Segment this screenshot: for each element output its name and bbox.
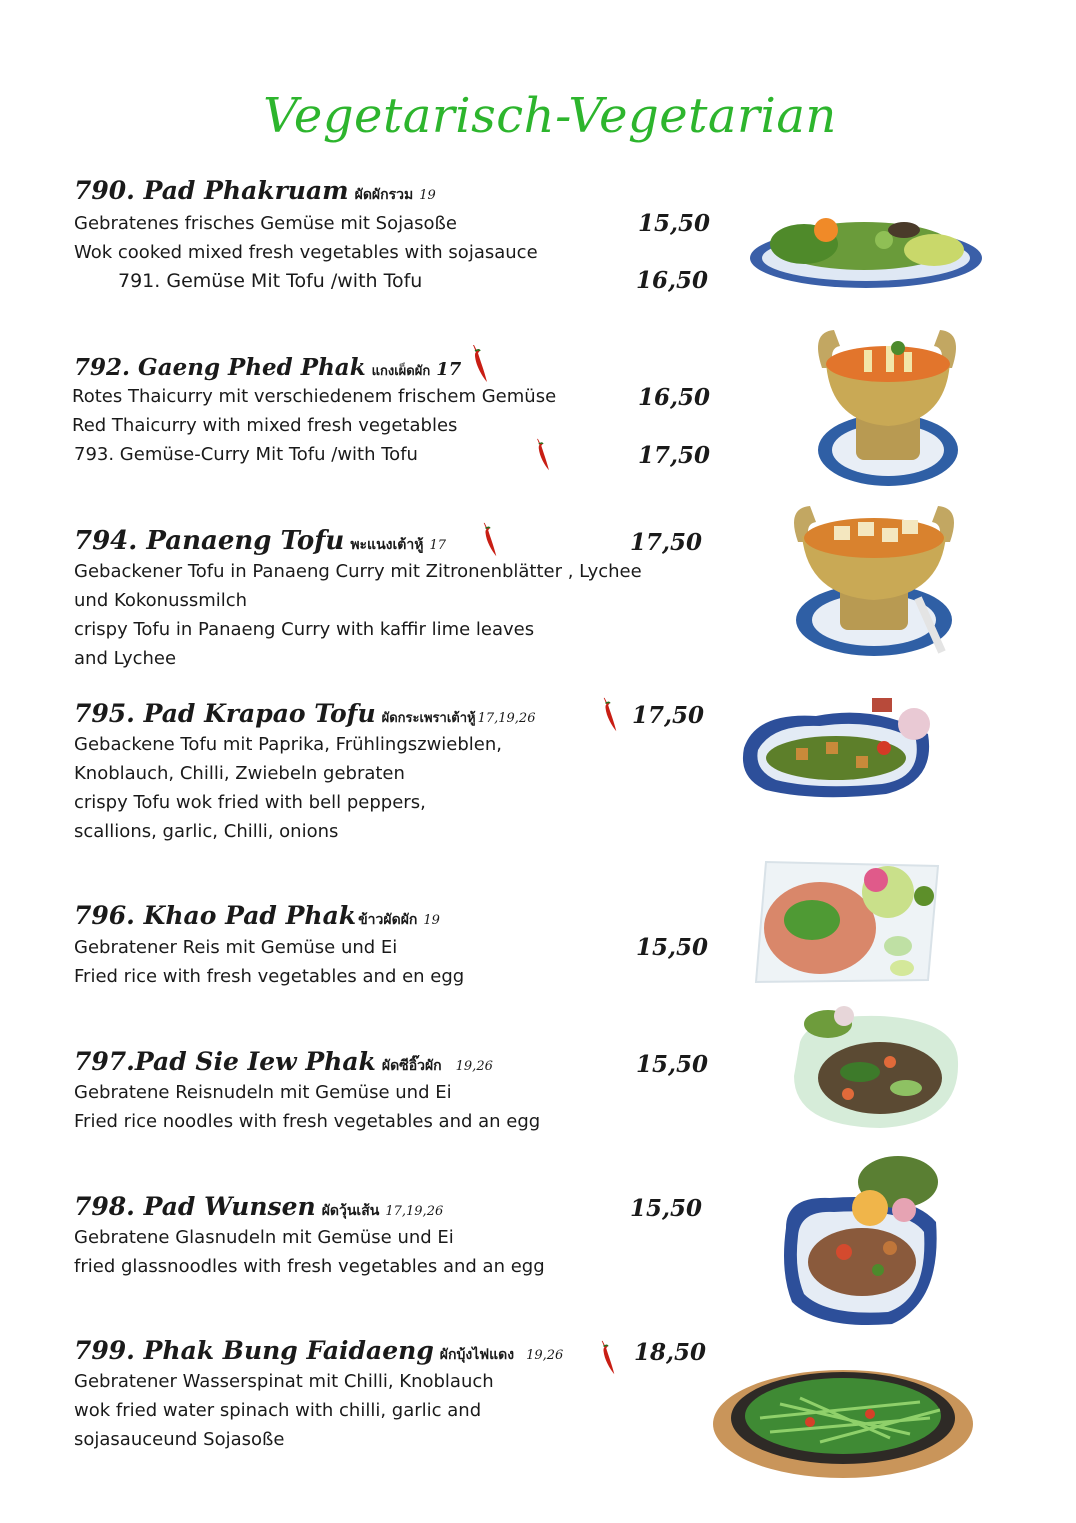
item-description-de: Gebratene Reisnudeln mit Gemüse und Ei	[74, 1082, 452, 1103]
item-variant-price: 16,50	[636, 267, 709, 294]
item-description-en: fried glassnoodles with fresh vegetables and an egg	[74, 1256, 545, 1277]
item-allergens: 19	[423, 913, 440, 928]
item-thai-name: ผัดผักรวม	[354, 187, 414, 203]
item-thai-name: ผัดซีอิ๊วผัก	[381, 1058, 442, 1074]
chili-spicy-icon	[534, 438, 552, 472]
item-price: 15,50	[630, 1195, 703, 1222]
item-name: Khao Pad Phak	[143, 901, 357, 930]
fried-rice-plate-image	[752, 856, 940, 986]
item-description-en-cont: and Lychee	[74, 648, 177, 669]
item-heading	[74, 1336, 563, 1366]
item-allergens: 19,26	[455, 1059, 493, 1074]
item-thai-name: ผัดวุ้นเส้น	[321, 1203, 380, 1219]
item-description-en: Fried rice noodles with fresh vegetables and an egg	[74, 1111, 541, 1132]
item-variant-label: 793. Gemüse-Curry Mit Tofu /with Tofu	[74, 444, 418, 465]
item-allergens: 17	[429, 538, 447, 553]
glass-noodles-plate-image	[780, 1152, 944, 1332]
chili-spicy-icon	[480, 522, 500, 558]
item-thai-name: ผักบุ้งไฟแดง	[439, 1347, 515, 1363]
item-description-en: crispy Tofu wok fried with bell peppers,	[74, 792, 426, 813]
item-heading	[74, 1047, 493, 1077]
item-description-en: Fried rice with fresh vegetables and en egg	[74, 966, 465, 987]
item-variant-price: 17,50	[638, 442, 711, 469]
item-description-de: Gebratener Wasserspinat mit Chilli, Knoblauch	[74, 1371, 494, 1392]
item-allergens: 19	[419, 188, 436, 203]
item-name: Pad Sie Iew Phak	[134, 1047, 376, 1076]
item-variant-label: 791. Gemüse Mit Tofu /with Tofu	[118, 270, 423, 292]
item-name: Pad Wunsen	[143, 1192, 316, 1221]
item-price: 15,50	[636, 934, 709, 961]
chili-spicy-icon	[600, 697, 620, 733]
item-price: 16,50	[638, 384, 711, 411]
item-name: Pad Krapao Tofu	[143, 699, 376, 728]
panaeng-curry-pot-image	[784, 502, 964, 662]
item-name: Phak Bung Faidaeng	[143, 1336, 434, 1365]
item-number: 792.	[74, 354, 131, 381]
item-description-de-cont: Knoblauch, Chilli, Zwiebeln gebraten	[74, 763, 405, 784]
item-price: 17,50	[630, 529, 703, 556]
item-description-en: crispy Tofu in Panaeng Curry with kaffir lime leaves	[74, 619, 535, 640]
item-description-en-cont: scallions, garlic, Chilli, onions	[74, 821, 339, 842]
item-thai-name: ข้าวผัดผัก	[358, 912, 418, 928]
item-description-de: Gebratenes frisches Gemüse mit Sojasoße	[74, 213, 457, 234]
item-number: 798.	[74, 1192, 135, 1221]
item-thai-name: แกงเผ็ดผัก	[371, 364, 431, 379]
chili-spicy-icon	[470, 344, 490, 384]
item-number: 796.	[74, 901, 135, 930]
item-price: 18,50	[634, 1339, 707, 1366]
item-name: Panaeng Tofu	[146, 526, 345, 556]
rice-noodles-plate-image	[790, 1002, 964, 1132]
item-description-de: Gebratene Glasnudeln mit Gemüse und Ei	[74, 1227, 454, 1248]
item-name: Pad Phakruam	[143, 176, 349, 205]
item-allergens: 17,19,26	[477, 711, 536, 726]
item-number: 790.	[74, 176, 135, 205]
red-curry-pot-image	[806, 322, 966, 494]
item-description-de-cont: und Kokonussmilch	[74, 590, 248, 611]
mixed-vegetables-plate-image	[744, 200, 984, 296]
item-allergens: 19,26	[526, 1348, 564, 1363]
item-description-en: Wok cooked mixed fresh vegetables with sojasauce	[74, 242, 538, 263]
chili-spicy-icon	[598, 1340, 618, 1376]
item-name: Gaeng Phed Phak	[138, 354, 366, 381]
item-number: 795.	[74, 699, 135, 728]
item-number: 797.	[74, 1047, 135, 1076]
item-heading	[74, 901, 440, 931]
item-number: 799.	[74, 1336, 135, 1365]
item-description-de: Gebackener Tofu in Panaeng Curry mit Zitronenblätter , Lychee	[74, 561, 642, 582]
item-heading	[74, 176, 436, 206]
item-description-en-cont: sojasauceund Sojasoße	[74, 1429, 285, 1450]
item-description-en: Red Thaicurry with mixed fresh vegetables	[72, 415, 458, 436]
krapao-tofu-plate-image	[736, 698, 938, 802]
item-heading	[74, 699, 535, 728]
item-price: 17,50	[632, 702, 705, 729]
item-heading	[74, 526, 446, 556]
item-heading	[74, 1192, 443, 1222]
page-title: Vegetarisch-Vegetarian	[263, 88, 837, 144]
item-allergens: 17,19,26	[385, 1204, 444, 1219]
item-description-en: wok fried water spinach with chilli, garlic and	[74, 1400, 482, 1421]
item-price: 15,50	[638, 210, 711, 237]
item-description-de: Gebackene Tofu mit Paprika, Frühlingszwieblen,	[74, 734, 503, 755]
item-thai-name: พะแนงเต้าหู้	[350, 537, 424, 553]
item-thai-name: ผัดกระเพราเต้าหู้	[381, 711, 476, 726]
item-allergens: 17	[436, 359, 462, 380]
item-number: 794.	[74, 526, 138, 556]
item-price: 15,50	[636, 1051, 709, 1078]
item-description-de: Gebratener Reis mit Gemüse und Ei	[74, 937, 398, 958]
item-description-de: Rotes Thaicurry mit verschiedenem frischem Gemüse	[72, 386, 557, 407]
item-heading	[74, 354, 461, 381]
water-spinach-hotplate-image	[710, 1358, 976, 1480]
